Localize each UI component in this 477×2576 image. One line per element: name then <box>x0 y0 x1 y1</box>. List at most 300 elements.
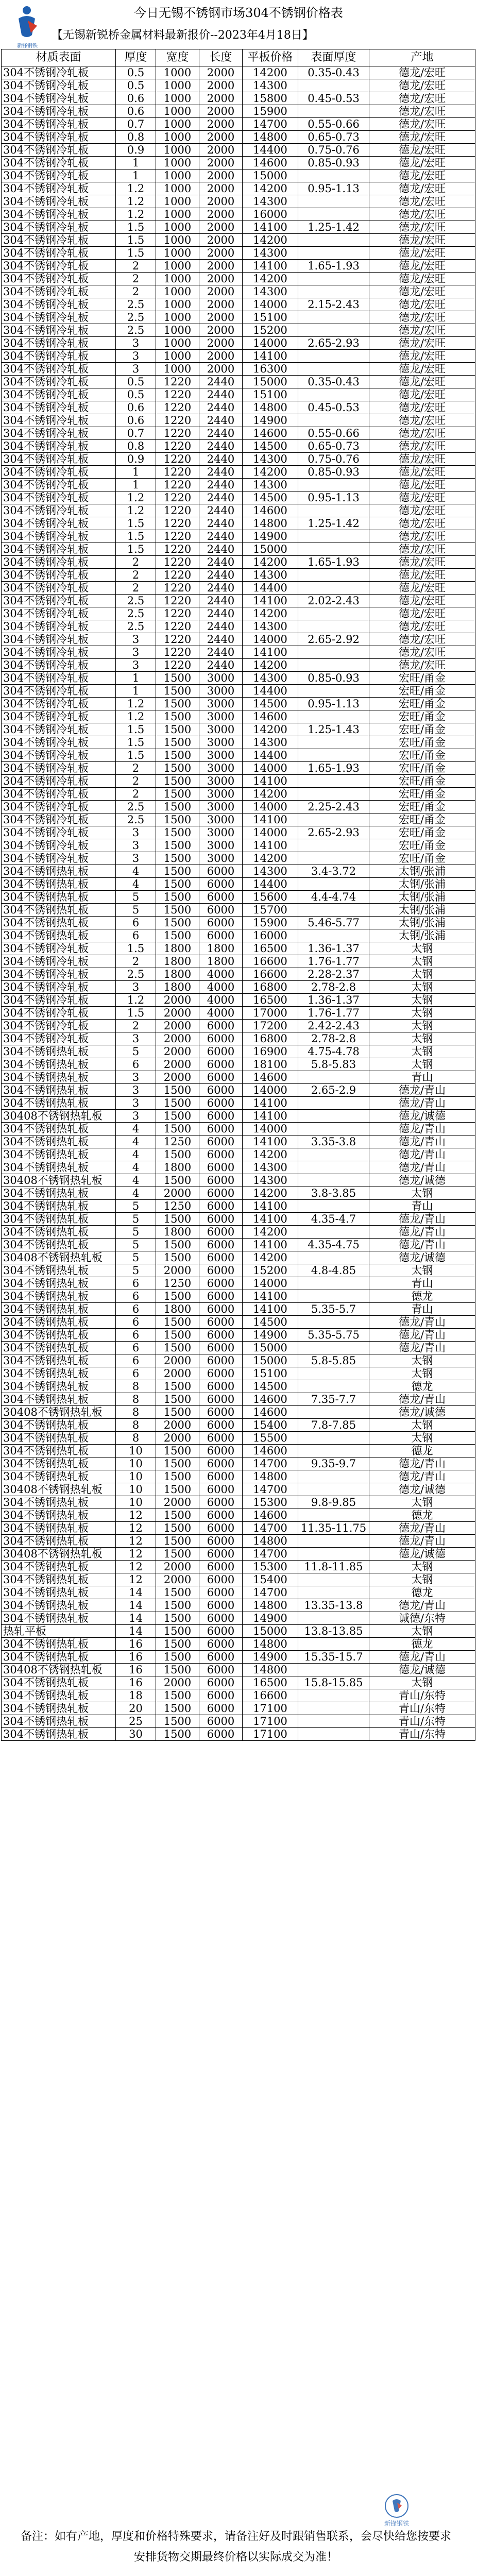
col-width-cell: 1220 <box>156 543 199 556</box>
col-origin-cell: 德龙/宏旺 <box>369 582 475 595</box>
table-row <box>2 698 475 710</box>
col-surface-thickness-cell: 1.76-1.77 <box>298 1007 369 1020</box>
col-thickness-cell: 2 <box>116 260 156 273</box>
col-price-cell: 14600 <box>243 1445 298 1458</box>
col-surface-thickness-cell <box>298 1509 369 1522</box>
table-row <box>2 569 475 582</box>
col-origin-cell: 德龙/宏旺 <box>369 285 475 298</box>
table-row <box>2 170 475 182</box>
col-thickness-cell: 4 <box>116 1148 156 1161</box>
col-length-cell: 2000 <box>199 273 243 285</box>
table-row <box>2 595 475 607</box>
col-surface-thickness-cell <box>298 620 369 633</box>
col-thickness-cell: 8 <box>116 1393 156 1406</box>
col-width-cell: 1500 <box>156 749 199 762</box>
col-length-cell: 2440 <box>199 388 243 401</box>
col-price-cell: 14300 <box>243 285 298 298</box>
page-title: 今日无锡不锈钢市场304不锈钢价格表 <box>134 6 343 20</box>
col-material-header: 材质表面 <box>2 49 116 66</box>
table-row <box>2 1586 475 1599</box>
col-price-cell: 14400 <box>243 144 298 157</box>
col-width-cell: 1000 <box>156 363 199 376</box>
col-origin-cell: 德龙/宏旺 <box>369 659 475 672</box>
col-material-cell: 304不锈钢冷轧板 <box>2 595 116 607</box>
col-length-cell: 2000 <box>199 157 243 170</box>
col-width-cell: 2000 <box>156 1561 199 1573</box>
col-length-cell: 2440 <box>199 543 243 556</box>
col-surface-thickness-cell <box>298 1174 369 1187</box>
table-row <box>2 891 475 904</box>
table-row <box>2 1535 475 1548</box>
col-length-cell: 6000 <box>199 1509 243 1522</box>
col-material-cell: 304不锈钢冷轧板 <box>2 801 116 814</box>
col-length-cell: 3000 <box>199 749 243 762</box>
col-thickness-cell: 3 <box>116 646 156 659</box>
col-origin-cell: 德龙/诚德 <box>369 1174 475 1187</box>
col-price-cell: 15000 <box>243 170 298 182</box>
table-row <box>2 479 475 492</box>
col-width-cell: 1500 <box>156 801 199 814</box>
col-surface-thickness-cell <box>298 1200 369 1213</box>
col-origin-cell: 德龙/宏旺 <box>369 479 475 492</box>
col-origin-cell: 德龙/宏旺 <box>369 79 475 92</box>
col-thickness-cell: 30 <box>116 1728 156 1741</box>
table-row <box>2 1213 475 1226</box>
col-width-cell: 2000 <box>156 1071 199 1084</box>
table-row <box>2 801 475 814</box>
col-length-cell: 4000 <box>199 981 243 994</box>
col-thickness-cell: 5 <box>116 891 156 904</box>
col-origin-cell: 德龙 <box>369 1290 475 1303</box>
col-length-cell: 2440 <box>199 659 243 672</box>
col-material-cell: 304不锈钢热轧板 <box>2 917 116 929</box>
col-surface-thickness-cell: 5.35-5.7 <box>298 1303 369 1316</box>
col-thickness-cell: 18 <box>116 1689 156 1702</box>
col-surface-thickness-cell: 15.35-15.7 <box>298 1651 369 1664</box>
col-price-cell: 18100 <box>243 1058 298 1071</box>
col-surface-thickness-cell <box>298 311 369 324</box>
table-row <box>2 1239 475 1251</box>
table-row <box>2 427 475 440</box>
col-origin-cell: 德龙/青山 <box>369 1136 475 1148</box>
col-price-header: 平板价格 <box>243 49 298 66</box>
col-origin-cell: 德龙/宏旺 <box>369 337 475 350</box>
col-surface-thickness-cell <box>298 607 369 620</box>
table-row <box>2 234 475 247</box>
col-length-cell: 6000 <box>199 1586 243 1599</box>
table-row <box>2 1342 475 1354</box>
col-thickness-cell: 6 <box>116 1367 156 1380</box>
col-material-cell: 304不锈钢热轧板 <box>2 1187 116 1200</box>
col-surface-thickness-cell <box>298 1483 369 1496</box>
col-surface-thickness-cell <box>298 1445 369 1458</box>
col-thickness-cell: 8 <box>116 1419 156 1432</box>
col-width-cell: 1000 <box>156 118 199 131</box>
col-surface-thickness-cell <box>298 170 369 182</box>
col-surface-thickness-cell: 11.8-11.85 <box>298 1561 369 1573</box>
col-material-cell: 30408不锈钢热轧板 <box>2 1110 116 1123</box>
col-length-cell: 6000 <box>199 1728 243 1741</box>
col-thickness-cell: 12 <box>116 1548 156 1561</box>
col-length-cell: 2440 <box>199 453 243 466</box>
col-surface-thickness-cell <box>298 1342 369 1354</box>
col-surface-thickness-cell: 2.28-2.37 <box>298 968 369 981</box>
col-thickness-cell: 1.2 <box>116 182 156 195</box>
col-surface-thickness-cell <box>298 414 369 427</box>
table-row <box>2 350 475 363</box>
col-length-cell: 3000 <box>199 723 243 736</box>
col-surface-thickness-cell <box>298 1638 369 1651</box>
col-price-cell: 17100 <box>243 1728 298 1741</box>
col-material-cell: 304不锈钢冷轧板 <box>2 157 116 170</box>
col-origin-cell: 太钢/张浦 <box>369 929 475 942</box>
col-width-cell: 1220 <box>156 595 199 607</box>
col-material-cell: 30408不锈钢热轧板 <box>2 1664 116 1676</box>
col-origin-cell: 太钢 <box>369 1020 475 1032</box>
col-surface-thickness-cell <box>298 208 369 221</box>
col-origin-cell: 德龙/宏旺 <box>369 221 475 234</box>
col-length-cell: 2000 <box>199 234 243 247</box>
col-width-cell: 2000 <box>156 1676 199 1689</box>
col-material-cell: 304不锈钢冷轧板 <box>2 273 116 285</box>
col-price-cell: 15200 <box>243 324 298 337</box>
col-width-cell: 1500 <box>156 1123 199 1136</box>
col-length-cell: 2440 <box>199 569 243 582</box>
col-thickness-cell: 6 <box>116 917 156 929</box>
col-origin-cell: 德龙/青山 <box>369 1226 475 1239</box>
col-surface-thickness-cell <box>298 1432 369 1445</box>
col-thickness-cell: 2.5 <box>116 814 156 826</box>
col-thickness-cell: 6 <box>116 1277 156 1290</box>
col-length-cell: 2000 <box>199 350 243 363</box>
col-surface-thickness-cell <box>298 1110 369 1123</box>
table-row <box>2 453 475 466</box>
price-table <box>1 49 475 1741</box>
col-origin-cell: 宏旺/甬金 <box>369 801 475 814</box>
col-material-cell: 304不锈钢热轧板 <box>2 1084 116 1097</box>
table-row <box>2 1702 475 1715</box>
col-thickness-cell: 0.7 <box>116 118 156 131</box>
col-thickness-cell: 0.5 <box>116 79 156 92</box>
col-origin-cell: 德龙/青山 <box>369 1239 475 1251</box>
col-surface-thickness-cell <box>298 1380 369 1393</box>
col-price-cell: 14600 <box>243 1393 298 1406</box>
col-origin-cell: 德龙/青山 <box>369 1329 475 1342</box>
col-material-cell: 304不锈钢冷轧板 <box>2 208 116 221</box>
col-length-cell: 6000 <box>199 1561 243 1573</box>
col-price-cell: 14600 <box>243 1509 298 1522</box>
col-surface-thickness-cell <box>298 1316 369 1329</box>
col-origin-cell: 德龙/宏旺 <box>369 324 475 337</box>
col-price-cell: 14000 <box>243 762 298 775</box>
col-surface-thickness-cell: 7.8-7.85 <box>298 1419 369 1432</box>
col-price-cell: 14800 <box>243 1470 298 1483</box>
table-row <box>2 1483 475 1496</box>
col-price-cell: 14000 <box>243 801 298 814</box>
col-price-cell: 14200 <box>243 659 298 672</box>
col-width-cell: 1800 <box>156 968 199 981</box>
col-width-cell: 1500 <box>156 775 199 788</box>
col-length-cell: 3000 <box>199 814 243 826</box>
col-material-cell: 304不锈钢冷轧板 <box>2 170 116 182</box>
col-origin-cell: 德龙/宏旺 <box>369 260 475 273</box>
col-material-cell: 304不锈钢热轧板 <box>2 878 116 891</box>
col-width-cell: 1500 <box>156 1702 199 1715</box>
col-price-cell: 14200 <box>243 234 298 247</box>
col-price-cell: 14500 <box>243 698 298 710</box>
col-length-cell: 2000 <box>199 118 243 131</box>
table-row <box>2 466 475 479</box>
col-surface-thickness-cell <box>298 504 369 517</box>
col-origin-cell: 德龙 <box>369 1509 475 1522</box>
col-material-cell: 304不锈钢热轧板 <box>2 1689 116 1702</box>
col-price-cell: 15000 <box>243 376 298 388</box>
col-origin-cell: 宏旺/甬金 <box>369 736 475 749</box>
col-thickness-cell: 2.5 <box>116 620 156 633</box>
col-length-cell: 6000 <box>199 1432 243 1445</box>
col-price-cell: 14200 <box>243 1226 298 1239</box>
col-thickness-cell: 1.2 <box>116 195 156 208</box>
table-row <box>2 1689 475 1702</box>
col-thickness-cell: 0.9 <box>116 144 156 157</box>
col-price-cell: 15100 <box>243 1367 298 1380</box>
col-material-cell: 304不锈钢冷轧板 <box>2 839 116 852</box>
table-row <box>2 1612 475 1625</box>
table-row <box>2 814 475 826</box>
col-thickness-cell: 3 <box>116 633 156 646</box>
col-material-cell: 热轧平板 <box>2 1625 116 1638</box>
col-surface-thickness-cell: 13.35-13.8 <box>298 1599 369 1612</box>
col-origin-cell: 德龙/宏旺 <box>369 298 475 311</box>
col-width-cell: 1220 <box>156 659 199 672</box>
col-length-cell: 6000 <box>199 1303 243 1316</box>
col-thickness-cell: 5 <box>116 904 156 917</box>
col-thickness-cell: 1 <box>116 685 156 698</box>
col-length-cell: 2440 <box>199 595 243 607</box>
col-material-cell: 304不锈钢热轧板 <box>2 1445 116 1458</box>
col-width-cell: 1000 <box>156 298 199 311</box>
col-surface-thickness-cell <box>298 685 369 698</box>
col-length-cell: 2440 <box>199 633 243 646</box>
col-origin-cell: 德龙/诚德 <box>369 1406 475 1419</box>
col-material-cell: 304不锈钢热轧板 <box>2 1329 116 1342</box>
col-origin-cell: 德龙/宏旺 <box>369 208 475 221</box>
col-thickness-cell: 25 <box>116 1715 156 1728</box>
col-price-cell: 15400 <box>243 1573 298 1586</box>
col-thickness-cell: 1.5 <box>116 942 156 955</box>
col-origin-cell: 德龙/宏旺 <box>369 350 475 363</box>
col-width-cell: 1220 <box>156 569 199 582</box>
col-surface-thickness-cell: 0.35-0.43 <box>298 376 369 388</box>
col-width-cell: 1220 <box>156 620 199 633</box>
col-length-cell: 3000 <box>199 801 243 814</box>
col-thickness-cell: 12 <box>116 1509 156 1522</box>
col-price-cell: 14500 <box>243 1380 298 1393</box>
col-material-cell: 30408不锈钢热轧板 <box>2 1548 116 1561</box>
col-width-cell: 2000 <box>156 1419 199 1432</box>
col-surface-thickness-cell: 2.78-2.8 <box>298 981 369 994</box>
page-subtitle: 【无锡新锐桥金属材料最新报价--2023年4月18日】 <box>52 29 314 42</box>
col-thickness-cell: 0.5 <box>116 376 156 388</box>
col-surface-thickness-cell <box>298 350 369 363</box>
col-price-cell: 14500 <box>243 440 298 453</box>
col-material-cell: 304不锈钢热轧板 <box>2 1612 116 1625</box>
col-thickness-cell: 4 <box>116 1123 156 1136</box>
col-price-cell: 14100 <box>243 1213 298 1226</box>
col-width-cell: 1500 <box>156 1097 199 1110</box>
col-material-cell: 304不锈钢冷轧板 <box>2 775 116 788</box>
col-thickness-cell: 1.5 <box>116 517 156 530</box>
col-material-cell: 304不锈钢热轧板 <box>2 1226 116 1239</box>
col-price-cell: 14100 <box>243 595 298 607</box>
table-row <box>2 1548 475 1561</box>
col-origin-cell: 宏旺/甬金 <box>369 672 475 685</box>
table-header-row <box>2 49 475 66</box>
table-row <box>2 852 475 865</box>
table-row <box>2 440 475 453</box>
col-width-cell: 1500 <box>156 1329 199 1342</box>
table-row <box>2 1277 475 1290</box>
col-thickness-cell: 6 <box>116 1058 156 1071</box>
col-width-cell: 1220 <box>156 427 199 440</box>
col-origin-cell: 德龙/宏旺 <box>369 556 475 569</box>
col-length-cell: 6000 <box>199 1110 243 1123</box>
col-price-cell: 14500 <box>243 492 298 504</box>
col-width-cell: 1500 <box>156 1406 199 1419</box>
col-thickness-cell: 5 <box>116 1264 156 1277</box>
table-row <box>2 324 475 337</box>
col-length-cell: 3000 <box>199 826 243 839</box>
col-price-cell: 14300 <box>243 1161 298 1174</box>
col-price-cell: 14600 <box>243 427 298 440</box>
col-price-cell: 14200 <box>243 273 298 285</box>
col-origin-cell: 德龙/青山 <box>369 1316 475 1329</box>
col-width-cell: 1500 <box>156 1290 199 1303</box>
col-material-cell: 304不锈钢冷轧板 <box>2 685 116 698</box>
col-surface-thickness-cell: 4.75-4.78 <box>298 1045 369 1058</box>
col-length-cell: 6000 <box>199 1187 243 1200</box>
col-length-cell: 2000 <box>199 105 243 118</box>
col-origin-cell: 太钢 <box>369 1625 475 1638</box>
table-row <box>2 363 475 376</box>
table-row <box>2 131 475 144</box>
col-length-cell: 6000 <box>199 1071 243 1084</box>
col-origin-cell: 德龙/宏旺 <box>369 492 475 504</box>
page-header <box>0 0 477 56</box>
col-thickness-cell: 1.2 <box>116 208 156 221</box>
col-material-cell: 304不锈钢热轧板 <box>2 929 116 942</box>
col-thickness-cell: 3 <box>116 350 156 363</box>
table-row <box>2 1251 475 1264</box>
col-origin-cell: 青山 <box>369 1303 475 1316</box>
col-surface-thickness-cell <box>298 710 369 723</box>
col-width-cell: 1500 <box>156 1535 199 1548</box>
col-width-cell: 2000 <box>156 1032 199 1045</box>
col-origin-cell: 德龙/宏旺 <box>369 144 475 157</box>
col-price-cell: 16500 <box>243 942 298 955</box>
col-material-cell: 304不锈钢热轧板 <box>2 1651 116 1664</box>
col-thickness-cell: 20 <box>116 1702 156 1715</box>
col-length-cell: 2000 <box>199 79 243 92</box>
col-surface-thickness-cell <box>298 929 369 942</box>
col-thickness-cell: 0.9 <box>116 453 156 466</box>
col-thickness-cell: 2 <box>116 775 156 788</box>
col-origin-cell: 德龙/诚德 <box>369 1483 475 1496</box>
col-material-cell: 304不锈钢冷轧板 <box>2 607 116 620</box>
col-material-cell: 304不锈钢冷轧板 <box>2 92 116 105</box>
table-row <box>2 285 475 298</box>
table-row <box>2 582 475 595</box>
col-origin-cell: 德龙/宏旺 <box>369 427 475 440</box>
col-surface-thickness-cell: 1.25-1.42 <box>298 221 369 234</box>
col-length-cell: 6000 <box>199 1406 243 1419</box>
col-origin-cell: 德龙/青山 <box>369 1342 475 1354</box>
col-price-cell: 14000 <box>243 633 298 646</box>
col-thickness-cell: 2.5 <box>116 311 156 324</box>
col-origin-cell: 太钢 <box>369 1264 475 1277</box>
col-width-cell: 1220 <box>156 556 199 569</box>
col-material-cell: 304不锈钢冷轧板 <box>2 788 116 801</box>
col-price-cell: 15100 <box>243 388 298 401</box>
col-price-cell: 14000 <box>243 1084 298 1097</box>
col-surface-thickness-cell <box>298 388 369 401</box>
col-origin-cell: 德龙/宏旺 <box>369 66 475 79</box>
col-origin-cell: 德龙 <box>369 1380 475 1393</box>
col-price-cell: 14800 <box>243 1638 298 1651</box>
col-surface-thickness-cell: 3.8-3.85 <box>298 1187 369 1200</box>
col-origin-cell: 德龙/宏旺 <box>369 388 475 401</box>
col-thickness-cell: 2 <box>116 762 156 775</box>
col-thickness-cell: 16 <box>116 1664 156 1676</box>
col-width-cell: 1220 <box>156 492 199 504</box>
col-surface-thickness-cell: 4.4-4.74 <box>298 891 369 904</box>
col-thickness-cell: 1.2 <box>116 698 156 710</box>
col-price-cell: 14600 <box>243 504 298 517</box>
col-thickness-cell: 0.6 <box>116 414 156 427</box>
col-width-cell: 1000 <box>156 208 199 221</box>
footer-note-line2: 安排货物交期最终价格以实际成交为准！ <box>133 2551 338 2564</box>
col-price-cell: 15600 <box>243 891 298 904</box>
col-length-cell: 1800 <box>199 942 243 955</box>
col-width-cell: 1500 <box>156 685 199 698</box>
table-row <box>2 1264 475 1277</box>
col-width-cell: 1500 <box>156 1251 199 1264</box>
table-row <box>2 1599 475 1612</box>
col-surface-thickness-cell: 2.65-2.93 <box>298 337 369 350</box>
col-surface-thickness-cell <box>298 1548 369 1561</box>
col-price-cell: 14600 <box>243 710 298 723</box>
col-length-cell: 6000 <box>199 1084 243 1097</box>
table-row <box>2 1226 475 1239</box>
col-length-cell: 6000 <box>199 1161 243 1174</box>
col-surface-thickness-cell: 1.65-1.93 <box>298 762 369 775</box>
table-row <box>2 826 475 839</box>
table-row <box>2 311 475 324</box>
col-thickness-cell: 2.5 <box>116 298 156 311</box>
table-row <box>2 144 475 157</box>
col-width-cell: 1220 <box>156 388 199 401</box>
col-width-cell: 1500 <box>156 1380 199 1393</box>
col-surface-thickness-cell <box>298 273 369 285</box>
col-material-cell: 304不锈钢热轧板 <box>2 1715 116 1728</box>
col-material-cell: 304不锈钢热轧板 <box>2 1277 116 1290</box>
col-origin-cell: 太钢 <box>369 1496 475 1509</box>
col-surface-thickness-cell <box>298 904 369 917</box>
col-thickness-cell: 12 <box>116 1573 156 1586</box>
col-width-cell: 1000 <box>156 182 199 195</box>
col-surface-thickness-cell <box>298 1123 369 1136</box>
col-origin-cell: 德龙/青山 <box>369 1458 475 1470</box>
